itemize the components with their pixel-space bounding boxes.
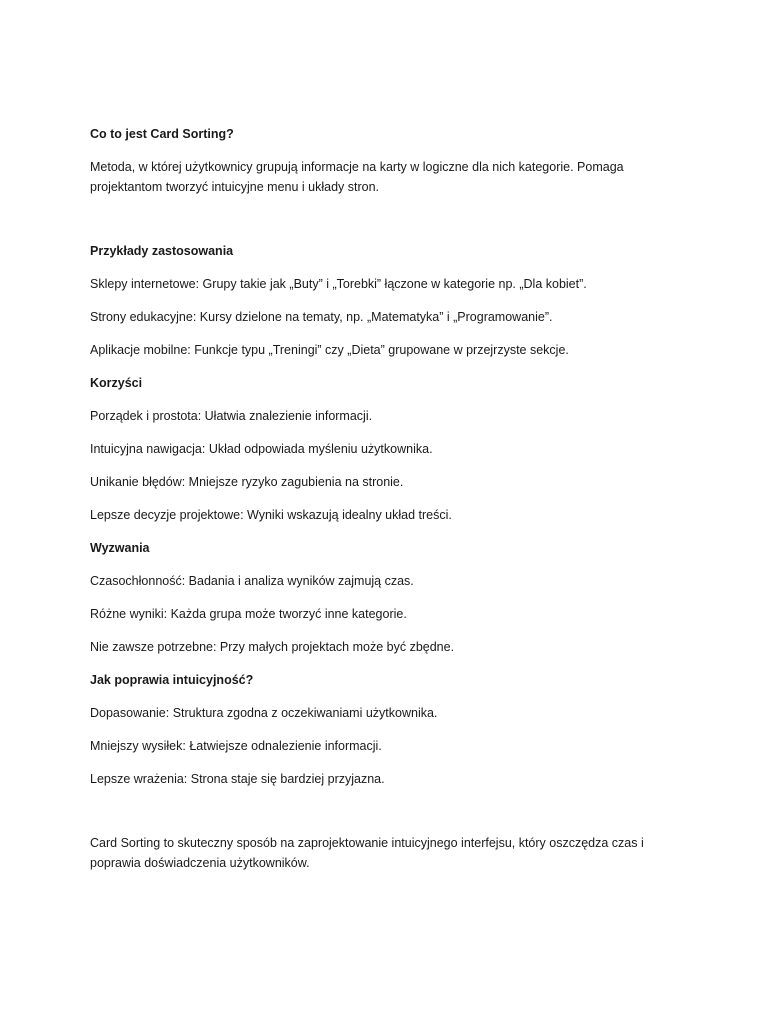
paragraph-benefit-errors: Unikanie błędów: Mniejsze ryzyko zagubienia na stronie. — [90, 475, 404, 489]
heading-intuitiveness: Jak poprawia intuicyjność? — [90, 673, 254, 687]
paragraph-challenge-necessity: Nie zawsze potrzebne: Przy małych projektach może być zbędne. — [90, 640, 455, 654]
paragraph-intuitive-fit: Dopasowanie: Struktura zgodna z oczekiwaniami użytkownika. — [90, 706, 438, 720]
paragraph-example-education: Strony edukacyjne: Kursy dzielone na tematy, np. „Matematyka” i „Programowanie”. — [90, 310, 553, 324]
paragraph-challenge-time: Czasochłonność: Badania i analiza wyników zajmują czas. — [90, 574, 414, 588]
paragraph-intuitive-effort: Mniejszy wysiłek: Łatwiejsze odnalezienie informacji. — [90, 739, 382, 753]
heading-what-is-card-sorting: Co to jest Card Sorting? — [90, 127, 234, 141]
paragraph-benefit-navigation: Intuicyjna nawigacja: Układ odpowiada myśleniu użytkownika. — [90, 442, 433, 456]
paragraph-benefit-decisions: Lepsze decyzje projektowe: Wyniki wskazują idealny układ treści. — [90, 508, 452, 522]
paragraph-definition: Metoda, w której użytkownicy grupują informacje na karty w logiczne dla nich kategorie. Pomaga projektantom tworzyć intuicyjne menu i układy stron. — [90, 160, 624, 194]
paragraph-conclusion: Card Sorting to skuteczny sposób na zaprojektowanie intuicyjnego interfejsu, który oszczędza czas i poprawia doświadczenia użytkowników. — [90, 836, 644, 870]
document-body — [90, 124, 680, 886]
paragraph-example-mobile-apps: Aplikacje mobilne: Funkcje typu „Treningi” czy „Dieta” grupowane w przejrzyste sekcje. — [90, 343, 569, 357]
paragraph-benefit-order: Porządek i prostota: Ułatwia znalezienie informacji. — [90, 409, 373, 423]
heading-examples: Przykłady zastosowania — [90, 244, 234, 258]
heading-challenges: Wyzwania — [90, 541, 150, 555]
heading-benefits: Korzyści — [90, 376, 143, 390]
paragraph-intuitive-experience: Lepsze wrażenia: Strona staje się bardziej przyjazna. — [90, 772, 385, 786]
paragraph-example-online-shops: Sklepy internetowe: Grupy takie jak „Buty” i „Torebki” łączone w kategorie np. „Dla kobiet”. — [90, 277, 587, 291]
paragraph-challenge-results: Różne wyniki: Każda grupa może tworzyć inne kategorie. — [90, 607, 407, 621]
